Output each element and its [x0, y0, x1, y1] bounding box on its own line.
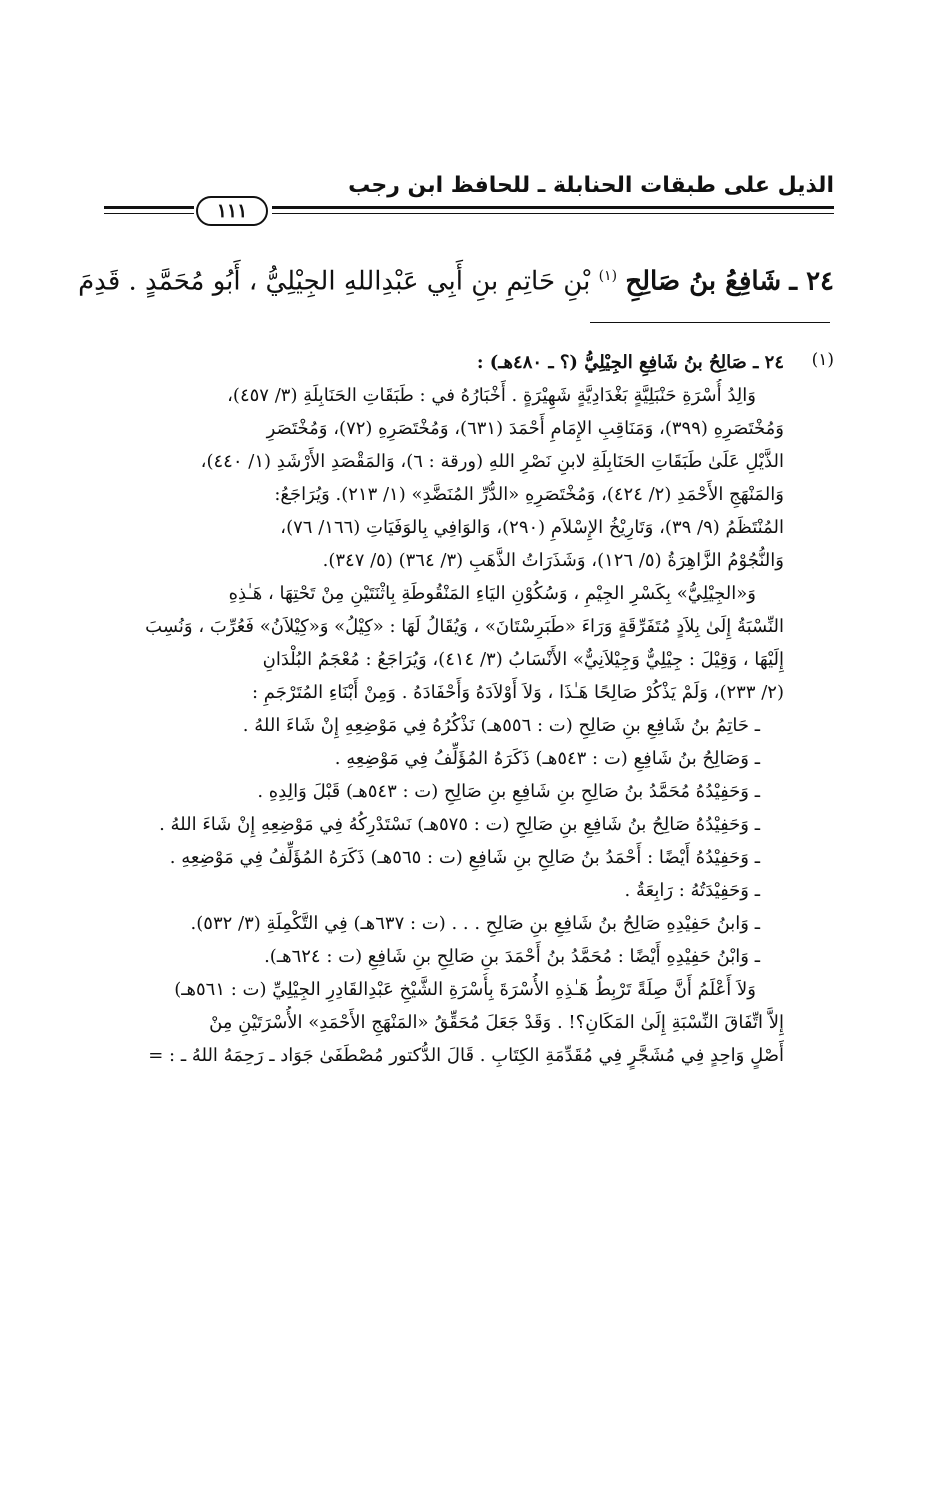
footnote-list-item: ـ وَحَفِيْدُهُ أَيْضًا : أَحْمَدُ بنُ صَالِحِ بنِ شَافِعِ (ت : ٥٦٥هـ) ذَكَرَهُ المُؤَلِّفُ فِي مَوْضِعِهِ .: [169, 847, 760, 868]
footnote-line: وَالنُّجُوْمُ الزَّاهِرَةُ (٥/ ١٢٦)، وَشَذَرَاتُ الذَّهَبِ (٣/ ٣٦٤) (٥/ ٣٤٧).: [322, 550, 784, 571]
footnote-list-item: ـ وَابنُ حَفِيْدِهِ صَالِحُ بنُ شَافِعِ بنِ صَالِحِ . . . (ت : ٦٣٧هـ) فِي التَّكْمِلَةِ (٣/ ٥٣٢).: [190, 913, 760, 934]
footnote-line: النِّسْبَةُ إِلَىٰ بِلاَدٍ مُتَفَرِّقَةٍ وَرَاءَ «طَبَرِسْتَانَ» ، وَيُقَالُ لَهَا : «كِيْلُ» وَ«كِيْلاَنُ» فَعُرِّبَ ، وَنُسِبَ: [145, 616, 784, 637]
footnote-list-item: ـ وَحَفِيْدُهُ صَالِحُ بنُ شَافِعِ بنِ صَالِحِ (ت : ٥٧٥هـ) نَسْتَدْرِكُهُ فِي مَوْضِعِهِ إِنْ شَاءَ اللهُ .: [159, 814, 760, 835]
footnote-separator: [590, 322, 830, 323]
footnote-list-item: ـ وَحَفِيْدَتُهُ : رَابِعَةُ .: [624, 880, 760, 901]
header-rule-right: [272, 206, 834, 209]
footnote-line: أَصْلٍ وَاحِدٍ فِي مُشَجَّرٍ فِي مُقَدِّمَةِ الكِتَابِ . قَالَ الدُّكتور مُصْطَفَىٰ جَوَاد ـ رَحِمَهُ اللهُ ـ : =: [148, 1045, 784, 1066]
footnote-line: الذَّيْلِ عَلَىٰ طَبَقَاتِ الحَنَابِلَةِ لابنِ نَصْرِ اللهِ (ورقة : ٦)، وَالمَقْصَدِ الأَرْشَدِ (١/ ٤٤٠)،: [200, 451, 784, 472]
footnote-line: وَلاَ أَعْلَمُ أَنَّ صِلَةً تَرْبِطُ هَـٰذِهِ الأُسْرَةَ بِأُسْرَةِ الشَّيْخِ عَبْدِالقَادِرِ الجِيْلِيِّ (ت : ٥٦١هـ): [174, 979, 756, 1000]
entry-heading: [78, 256, 834, 302]
footnote-line: وَالمَنْهَجِ الأَحْمَدِ (٢/ ٤٢٤)، وَمُخْتَصَرِهِ «الدُّرِّ المُنَضَّدِ» (١/ ٢١٣). وَيُرَاجَعُ:: [274, 484, 784, 505]
header-rule-left: [104, 206, 194, 209]
header-rule-left-thin: [104, 213, 194, 214]
footnote-line: وَمُخْتَصَرِهِ (٣٩٩)، وَمَنَاقِبِ الإِمَامِ أَحْمَدَ (٦٣١)، وَمُخْتَصَرِهِ (٧٢)، وَمُخْتَصَرِ: [266, 418, 784, 439]
footnote-list-item: ـ وَصَالِحُ بنُ شَافِعِ (ت : ٥٤٣هـ) ذَكَرَهُ المُؤَلِّفُ فِي مَوْضِعِهِ .: [334, 748, 760, 769]
footnote-line: وَ«الجِيْلِيُّ» بِكَسْرِ الجِيْمِ ، وَسُكُوْنِ اليَاءِ المَنْقُوطَةِ بِاثْنَتَيْنِ مِنْ تَحْتِهَا ، هَـٰذِهِ: [228, 583, 756, 604]
footnote-line: إِلَيْهَا ، وَقِيْلَ : جِيْلِيٌّ وَجِيْلاَنِيٌّ» الأَنْسَابُ (٣/ ٤١٤)، وَيُرَاجَعُ : مُعْجَمُ البُلْدَانِ: [262, 649, 784, 670]
footnote-line: إِلاَّ اتِّفَاقَ النِّسْبَةِ إِلَىٰ المَكَانِ؟! . وَقَدْ جَعَلَ مُحَقِّقُ «المَنْهَجِ الأَحْمَدِ» الأُسْرَتَيْنِ مِنْ: [209, 1012, 784, 1033]
entry-number: ٢٤ ـ: [789, 266, 834, 297]
entry-name: شَافِعُ بنُ صَالِحِ: [625, 266, 782, 297]
footnote-reference[interactable]: (١): [598, 268, 618, 284]
footnote-body: [104, 346, 784, 1072]
footnote-list-item: ـ وَحَفِيْدُهُ مُحَمَّدُ بنُ صَالِحِ بنِ شَافِعِ بنِ صَالِحِ (ت : ٥٤٣هـ) قَبْلَ وَالِدِهِ .: [257, 781, 760, 802]
footnote-marker: (١): [811, 350, 834, 370]
footnote-line: (٢/ ٢٣٣)، وَلَمْ يَذْكُرْ صَالِحًا هَـٰذَا ، وَلاَ أَوْلاَدَهُ وَأَحْفَادَهُ . وَمِنْ أَبْنَاءِ المُتَرْجَمِ :: [251, 682, 784, 703]
footnote-line: المُنْتَظَمُ (٩/ ٣٩)، وَتَارِيْخُ الإِسْلاَمِ (٢٩٠)، وَالوَافِي بِالوَفَيَاتِ (١٦٦/ ٧٦)،: [280, 517, 784, 538]
running-title: الذيل على طبقات الحنابلة ـ للحافظ ابن رجب: [348, 173, 834, 198]
footnote-heading: ٢٤ ـ صَالِحُ بنُ شَافِعِ الجِيْلِيُّ (؟ ـ ٤٨٠هـ) :: [476, 352, 784, 373]
footnote-list-item: ـ حَاتِمُ بنُ شَافِعِ بنِ صَالِحِ (ت : ٥٥٦هـ) نَذْكُرُهُ فِي مَوْضِعِهِ إِنْ شَاءَ اللهُ .: [242, 715, 760, 736]
entry-text: بْنِ حَاتِمِ بنِ أَبِي عَبْدِاللهِ الجِيْلِيُّ ، أَبُو مُحَمَّدٍ . قَدِمَ: [78, 266, 591, 297]
footnote-line: وَالِدُ أُسْرَةِ حَنْبَلِيَّةٍ بَغْدَادِيَّةٍ شَهِيْرَةٍ . أَخْبَارُهُ في : طَبَقَاتِ الحَنَابِلَةِ (٣/ ٤٥٧)،: [227, 385, 756, 406]
footnote-list-item: ـ وَابْنُ حَفِيْدِهِ أَيْضًا : مُحَمَّدُ بنُ أَحْمَدَ بنِ صَالِحِ بنِ شَافِعِ (ت : ٦٢٤هـ).: [264, 946, 760, 967]
header-rule-right-thin: [272, 213, 834, 214]
page-number: ١١١: [196, 196, 268, 226]
